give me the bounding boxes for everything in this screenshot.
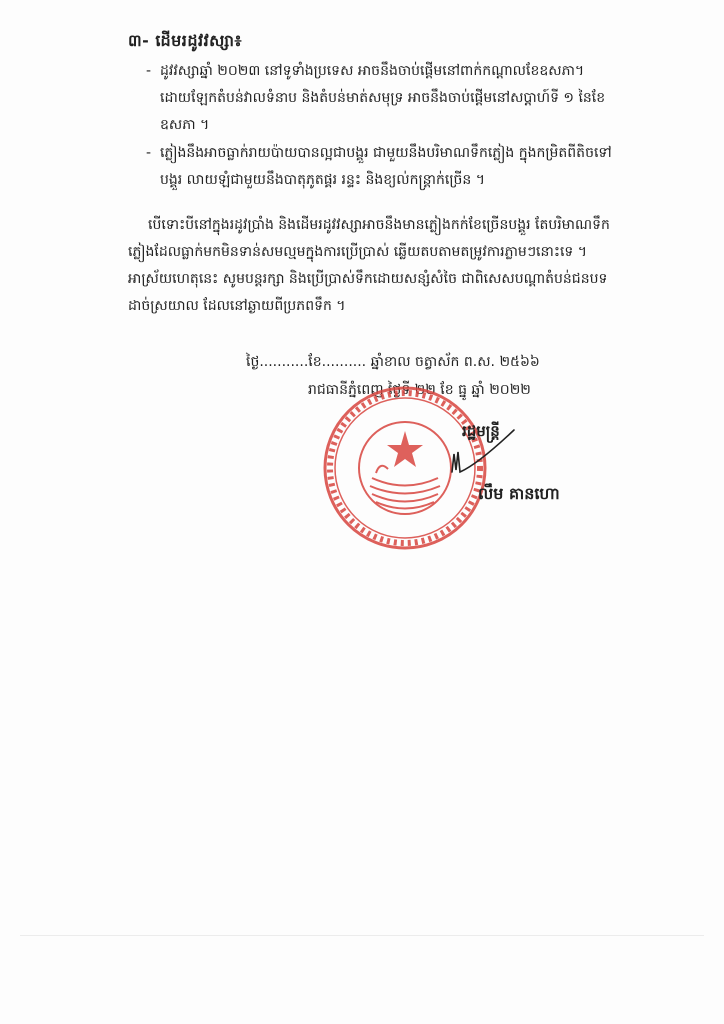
section-heading: ៣- ដើមរដូវវស្សា៖: [128, 31, 243, 50]
bullet-item-1: [146, 58, 630, 139]
signature-icon: [448, 424, 520, 484]
signer-title: រដ្ឋមន្ត្រី: [462, 422, 500, 440]
page-bottom-divider: [20, 935, 704, 936]
solar-date-line: រាជធានីភ្នំពេញ ថ្ងៃទី ២២ ខែ ធ្នូ ឆ្នាំ ២០២២: [308, 382, 531, 398]
bullet-text-1: ដូវវស្សាឆ្នាំ ២០២៣ នៅទូទាំងប្រទេស អាចនឹងចាប់ផ្តើមនៅពាក់កណ្តាលខែឧសភា។ ដោយឡែកតំបន់វាលទំនាប និងតំបន់មាត់សមុទ្រ អាចនឹងចាប់ផ្តើមនៅសប្តាហ៍ទី ១ នៃខែឧសភា ។: [160, 63, 606, 133]
signer-name: លឹម គានហោ: [478, 484, 560, 503]
bullet-text-2: ភ្លៀងនឹងអាចធ្លាក់រាយប៉ាយបានល្អជាបង្គួរ ជាមួយនឹងបរិមាណទឹកភ្លៀង ក្នុងកម្រិតពីតិចទៅបង្គួរ លាយឡំជាមួយនឹងបាតុភូតផ្គរ រន្ទះ និងខ្យល់កន្ត្រាក់ច្រើន ។: [160, 145, 612, 188]
bullet-dash: -: [146, 145, 152, 161]
bullet-dash: -: [146, 63, 152, 79]
body-paragraph: បើទោះបីនៅក្នុងរដូវប្រាំង និងដើមរដូវវស្សាអាចនឹងមានភ្លៀងកក់ខែច្រើនបង្គួរ តែបរិមាណទឹកភ្លៀងដែលធ្លាក់មកមិនទាន់សមល្មមក្នុងការប្រើប្រាស់ ឆ្លើយតបតាមតម្រូវការភ្លាមៗនោះទេ ។ អាស្រ័យហេតុនេះ សូមបន្តរក្សា និងប្រើប្រាស់ទឹកដោយសន្សំសំចៃ ជាពិសេសបណ្តាតំបន់ជនបទដាច់ស្រយាល ដែលនៅឆ្ងាយពីប្រភពទឹក ។: [128, 217, 610, 314]
lunar-date-line: ថ្ងៃ...........ខែ.......... ឆ្នាំខាល ចត្វាស័ក ព.ស. ២៥៦៦: [246, 354, 540, 370]
bullet-item-2: [146, 140, 630, 194]
